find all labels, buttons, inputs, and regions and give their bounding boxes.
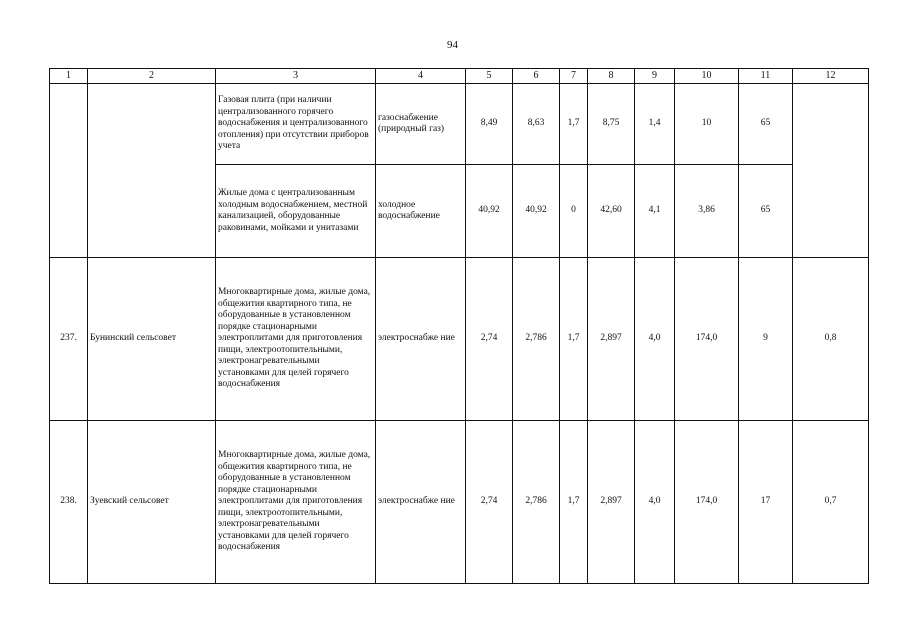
column-header: 8 (588, 69, 635, 84)
value-cell: 3,86 (675, 165, 739, 258)
value-cell: 2,74 (466, 258, 513, 421)
row-number: 238. (50, 421, 88, 584)
value-cell: 0,7 (793, 421, 869, 584)
row-number: 237. (50, 258, 88, 421)
value-cell: 4,0 (635, 421, 675, 584)
row-number (50, 84, 88, 258)
housing-description: Многоквартирные дома, жилые дома, общежития квартирного типа, не оборудованные в установленном порядке стационарными электроплитами для приготовления пищи, электроотопительными, электронагревательными установками для целей горячего водоснабжения (216, 258, 376, 421)
column-header: 9 (635, 69, 675, 84)
value-cell: 65 (739, 84, 793, 165)
value-cell: 17 (739, 421, 793, 584)
housing-description: Жилые дома с централизованным холодным водоснабжением, местной канализацией, оборудованные раковинами, мойками и унитазами (216, 165, 376, 258)
value-cell: 9 (739, 258, 793, 421)
housing-description: Многоквартирные дома, жилые дома, общежития квартирного типа, не оборудованные в установленном порядке стационарными электроплитами для приготовления пищи, электроотопительными, электронагревательными установками для целей горячего водоснабжения (216, 421, 376, 584)
column-header: 10 (675, 69, 739, 84)
value-cell: 174,0 (675, 258, 739, 421)
column-header: 12 (793, 69, 869, 84)
value-cell: 1,7 (560, 84, 588, 165)
column-header: 7 (560, 69, 588, 84)
value-cell: 10 (675, 84, 739, 165)
service-type: электроснабже ние (376, 421, 466, 584)
value-cell: 4,0 (635, 258, 675, 421)
column-header: 6 (513, 69, 560, 84)
column-header: 1 (50, 69, 88, 84)
value-cell: 1,7 (560, 421, 588, 584)
column-header: 5 (466, 69, 513, 84)
value-cell: 2,897 (588, 258, 635, 421)
value-cell: 0 (560, 165, 588, 258)
service-type: электроснабже ние (376, 258, 466, 421)
column-header: 2 (88, 69, 216, 84)
value-cell: 1,4 (635, 84, 675, 165)
value-cell: 0,8 (793, 258, 869, 421)
service-type: газоснабжение (природный газ) (376, 84, 466, 165)
settlement-name: Бунинский сельсовет (88, 258, 216, 421)
value-cell: 4,1 (635, 165, 675, 258)
table-row (50, 421, 869, 584)
value-cell: 42,60 (588, 165, 635, 258)
settlement-name: Зуевский сельсовет (88, 421, 216, 584)
column-header: 11 (739, 69, 793, 84)
value-cell: 2,786 (513, 421, 560, 584)
value-cell: 2,786 (513, 258, 560, 421)
value-cell: 40,92 (513, 165, 560, 258)
value-cell: 40,92 (466, 165, 513, 258)
table-row (50, 258, 869, 421)
table-row (50, 84, 869, 165)
value-cell: 8,75 (588, 84, 635, 165)
value-cell (793, 84, 869, 258)
column-header: 4 (376, 69, 466, 84)
value-cell: 2,897 (588, 421, 635, 584)
column-header: 3 (216, 69, 376, 84)
value-cell: 2,74 (466, 421, 513, 584)
settlement-name (88, 84, 216, 258)
value-cell: 65 (739, 165, 793, 258)
page-number: 94 (447, 39, 458, 51)
value-cell: 174,0 (675, 421, 739, 584)
value-cell: 8,63 (513, 84, 560, 165)
service-type: холодное водоснабжение (376, 165, 466, 258)
tariff-table (49, 68, 869, 584)
housing-description: Газовая плита (при наличии централизованного горячего водоснабжения и централизованного отопления) при отсутствии приборов учета (216, 84, 376, 165)
value-cell: 8,49 (466, 84, 513, 165)
value-cell: 1,7 (560, 258, 588, 421)
header-row (50, 69, 869, 84)
